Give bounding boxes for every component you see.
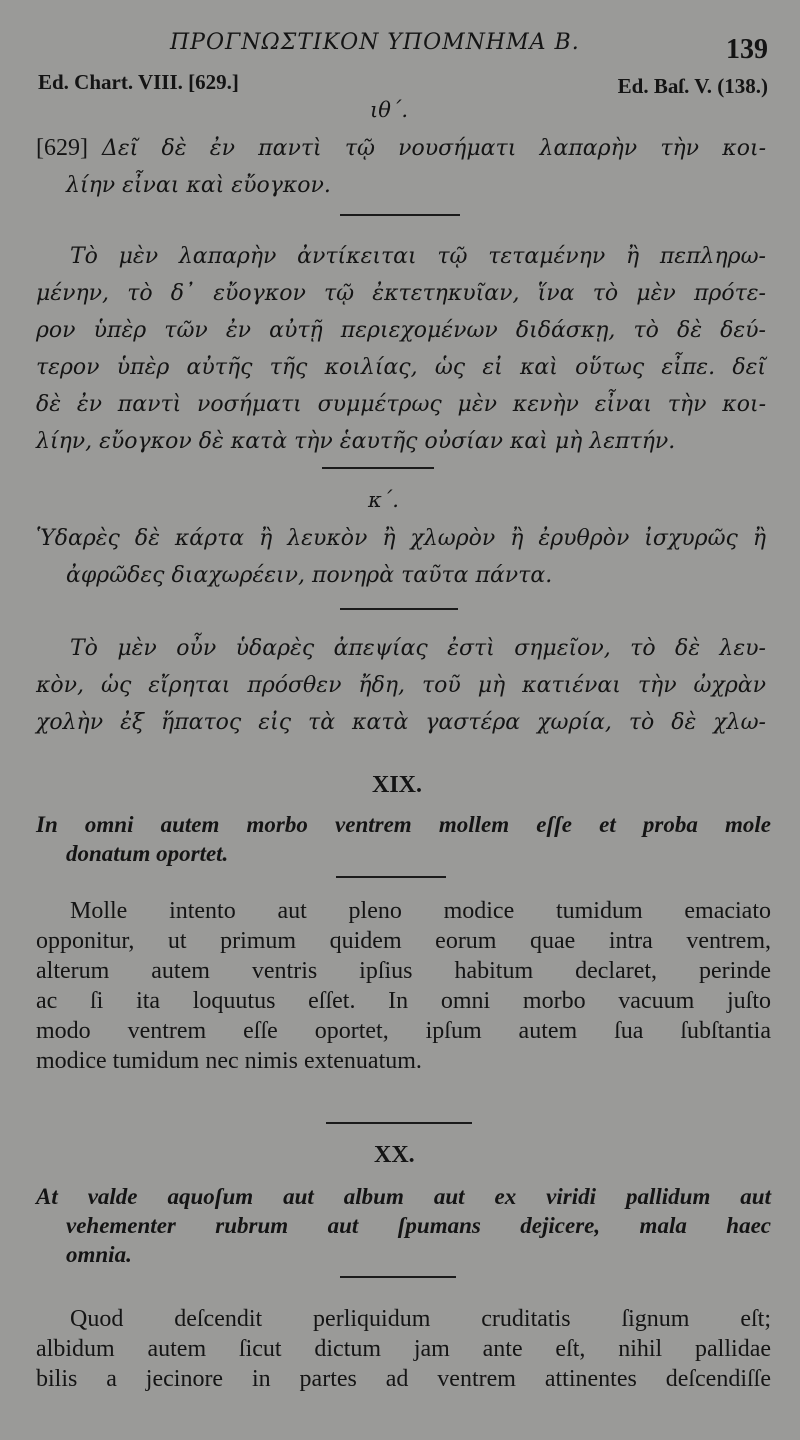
latin-commentary-19-line-3: alterum autem ventris ipſius habitum declaret, perinde [36, 958, 771, 984]
greek-aphorism-19-line-2: λίην εἶναι καὶ εὔογκον. [66, 173, 331, 198]
latin-aphorism-19-line-1: In omni autem morbo ventrem mollem eſſe et proba mole [36, 812, 771, 837]
latin-commentary-20-line-1: Quod deſcendit perliquidum cruditatis ſignum eſt; [70, 1306, 771, 1332]
greek-aphorism-19-line-1: Δεῖ δὲ ἐν παντὶ τῷ νουσήματι λαπαρὴν τὴν κοι- [101, 136, 766, 161]
section-divider [340, 1276, 456, 1278]
page-number: 139 [726, 34, 768, 65]
greek-aphorism-20 [36, 520, 766, 594]
greek-commentary-19-line-2: μένην, τὸ δ᾽ εὔογκον τῷ ἐκτετηκυῖαν, ἵνα τὸ μὲν πρότε- [36, 281, 766, 306]
greek-commentary-19-line-6: λίην, εὔογκον δὲ κατὰ τὴν ἑαυτῆς οὐσίαν καὶ μὴ λεπτήν. [36, 429, 676, 454]
latin-aphorism-20 [36, 1182, 771, 1269]
edition-chartier-ref: Ed. Chart. VIII. [629.] [38, 70, 239, 94]
greek-aphorism-number-20: κ΄. [368, 488, 399, 512]
latin-commentary-19-line-6: modice tumidum nec nimis extenuatum. [36, 1048, 422, 1074]
greek-commentary-19-line-1: Τὸ μὲν λαπαρὴν ἀντίκειται τῷ τεταμένην ἢ πεπληρω- [70, 244, 766, 269]
page-ref-629: [629] [36, 135, 88, 161]
edition-basel-ref: Ed. Baſ. V. (138.) [617, 74, 768, 98]
latin-commentary-20-line-3: bilis a jecinore in partes ad ventrem attinentes deſcendiſſe [36, 1366, 771, 1392]
greek-aphorism-20-line-2: ἀφρῶδες διαχωρέειν, πονηρὰ ταῦτα πάντα. [66, 563, 553, 588]
greek-commentary-20 [36, 630, 766, 741]
section-divider [340, 214, 460, 216]
section-divider [336, 876, 446, 878]
latin-aphorism-numeral-20: XX. [374, 1142, 415, 1168]
latin-commentary-20 [36, 1304, 771, 1394]
latin-aphorism-20-line-1: At valde aquoſum aut album aut ex viridi pallidum aut [36, 1184, 771, 1209]
latin-commentary-20-line-2: albidum autem ſicut dictum jam ante eſt, nihil pallidae [36, 1336, 771, 1362]
latin-commentary-19-line-4: ac ſi ita loquutus eſſet. In omni morbo vacuum juſto [36, 988, 771, 1014]
latin-aphorism-20-line-3: omnia. [66, 1242, 132, 1267]
latin-aphorism-numeral-19: XIX. [372, 772, 423, 798]
latin-commentary-19-line-5: modo ventrem eſſe oportet, ipſum autem ſua ſubſtantia [36, 1018, 771, 1044]
greek-commentary-20-line-2: κὸν, ὡς εἴρηται πρόσθεν ἤδη, τοῦ μὴ κατιέναι τὴν ὠχρὰν [36, 673, 766, 698]
latin-aphorism-19-line-2: donatum oportet. [66, 841, 229, 866]
greek-aphorism-number-19: ιθ΄. [370, 98, 409, 122]
latin-commentary-19-line-2: opponitur, ut primum quidem eorum quae intra ventrem, [36, 928, 771, 954]
greek-commentary-19 [36, 238, 766, 460]
section-divider [326, 1122, 472, 1124]
greek-commentary-19-line-4: τερον ὑπὲρ αὐτῆς τῆς κοιλίας, ὡς εἰ καὶ οὕτως εἶπε. δεῖ [36, 355, 766, 380]
greek-commentary-19-line-5: δὲ ἐν παντὶ νοσήματι συμμέτρως μὲν κενὴν εἶναι τὴν κοι- [36, 392, 766, 417]
greek-commentary-20-line-1: Τὸ μὲν οὖν ὑδαρὲς ἀπεψίας ἐστὶ σημεῖον, τὸ δὲ λευ- [70, 636, 766, 661]
latin-commentary-19 [36, 896, 771, 1076]
greek-commentary-19-line-3: ρον ὑπὲρ τῶν ἐν αὐτῇ περιεχομένων διδάσκῃ, τὸ δὲ δεύ- [36, 318, 766, 343]
greek-commentary-20-line-3: χολὴν ἐξ ἥπατος εἰς τὰ κατὰ γαστέρα χωρία, τὸ δὲ χλω- [36, 710, 766, 735]
latin-commentary-19-line-1: Molle intento aut pleno modice tumidum emaciato [70, 898, 771, 924]
latin-aphorism-19 [36, 810, 771, 868]
greek-aphorism-20-line-1: Ὑδαρὲς δὲ κάρτα ἢ λευκὸν ἢ χλωρὸν ἢ ἐρυθρὸν ἰσχυρῶς ἢ [36, 526, 766, 551]
section-divider [340, 608, 458, 610]
section-divider [322, 467, 434, 469]
running-title: ΠΡΟΓΝΩΣΤΙΚΟΝ ΥΠΟΜΝΗΜΑ Β. [170, 30, 580, 55]
latin-aphorism-20-line-2: vehementer rubrum aut ſpumans dejicere, mala haec [66, 1213, 771, 1238]
greek-aphorism-19 [36, 130, 766, 204]
